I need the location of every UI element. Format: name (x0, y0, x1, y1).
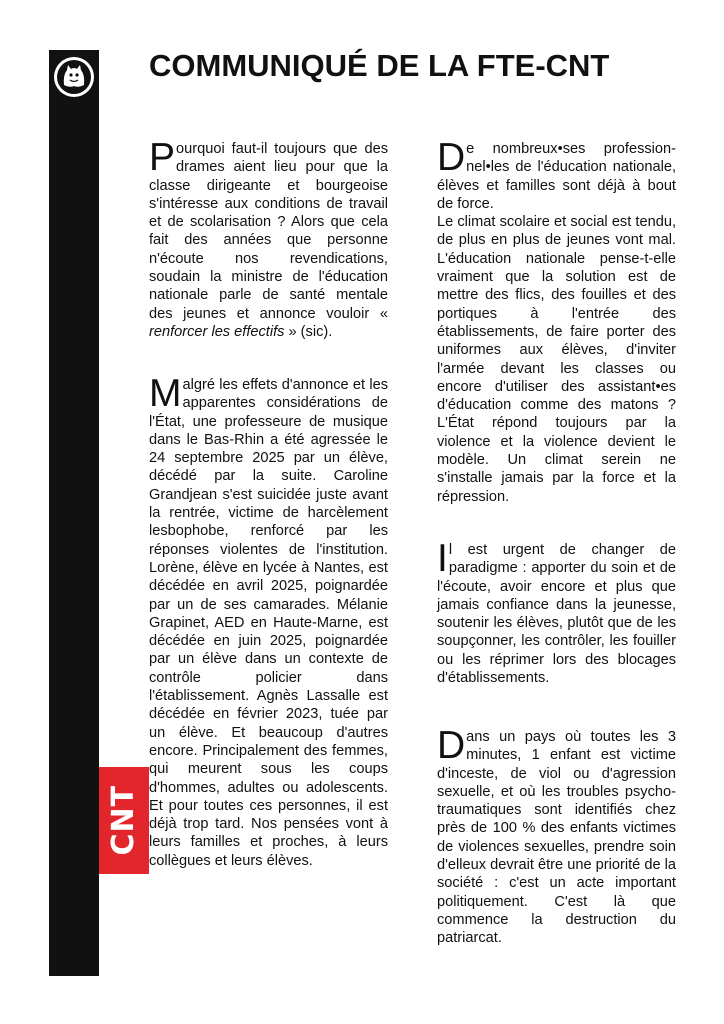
paragraph-text-end: » (sic). (284, 323, 333, 340)
banner-fte-label: FTE (106, 889, 141, 954)
dropcap: D (437, 724, 466, 767)
paragraph-climate-b: Le climat scolaire et social est tendu, de plus en plus de jeunes vont mal. L'éducation nationale pense-t-elle vraiment que la solution est de mettre des flics, des fouilles et des portiques à l'entrée des établissements, de faire porter des uniformes aux élèves, d'inviter l'armée devant les classes ou encore d'utiliser des assistant•es d'éducation comme des matons ? L'État répond toujours par la violence et la violence devient le modèle. Un climat serein ne s'installe jamais par la force et la répression. (437, 214, 676, 505)
paragraph-climate (437, 136, 676, 506)
dropcap: P (149, 136, 176, 179)
paragraph-text: algré les effets d'annonce et les apparentes considérations de l'État, une professeure de musique dans le Bas-Rhin a été agressée le 24 septembre 2025 par un élève, décédé par la suite. Caroline Grandjean s'est suicidée juste avant la rentrée, victime de harcèlement lesbophobe, renforcé par les réponses violentes de l'institution. Lorène, élève en lycée à Nantes, est décédée en avril 2025, poignardée par un de ses camarades. Mélanie Grapinet, AED en Haute-Marne, est décédée en juin 2025, poignardée par un élève dans un contexte de contrôle policier dans l'établissement. Agnès Lassalle est décédée en février 2023, tuée par un élève. Et beaucoup d'autres encore. Principalement des femmes, qui meurent sous les coups d'hommes, adultes ou adolescents. Et pour toutes ces personnes, il est déjà trop tard. Nos pensées vont à leurs familles et proches, à leurs collègues et leurs élèves. (149, 377, 388, 869)
dropcap: M (149, 372, 182, 415)
banner-rotated-text (99, 41, 149, 976)
paragraph-intro (149, 136, 388, 341)
banner-contact-line: Contact : fede-educ@cnt-f.org - plus d'infos sur fte.cnt-f.org (132, 413, 144, 753)
dropcap: I (437, 537, 448, 580)
paragraph-victims (149, 372, 388, 870)
paragraph-emphasis: renforcer les effectifs (149, 323, 285, 340)
paragraph-text: e nombreux•ses profession-nel•les de l'éducation nationale, élèves et familles sont déjà à bout de force. (437, 141, 676, 212)
side-banner (49, 41, 144, 976)
banner-text-block (103, 41, 145, 767)
paragraph-text: ourquoi faut-il toujours que des drames aient lieu pour que la classe dirigeante et bourgeoise s'intéresse aux conditions de travail et de scolarisation ? Alors que cela fait des années que personne n'écoute nos revendications, soudain la ministre de l'éducation nationale parle de santé mentale des jeunes et annonce vouloir « (149, 141, 388, 322)
paragraph-paradigm (437, 537, 676, 687)
paragraph-text: l est urgent de changer de paradigme : apporter du soin et de l'écoute, avoir encore et plus que jamais confiance dans la jeunesse, soutenir les élèves, plutôt que de les soupçonner, les contrôler, les fouiller ou les réprimer lors des blocages d'établissements. (437, 542, 676, 687)
paragraph-climate-a (437, 136, 676, 213)
cnt-black-cat-logo-icon (52, 55, 96, 99)
page-title: COMMUNIQUÉ DE LA FTE-CNT (149, 48, 610, 83)
dropcap: D (437, 136, 466, 179)
banner-federation-name: FÉDÉRATION DES TRAVAILLEUR·EUSES DE L'ÉDUCATION (104, 41, 130, 753)
banner-cnt-label: CNT (99, 767, 149, 874)
paragraph-text: ans un pays où toutes les 3 minutes, 1 enfant est victime d'inceste, de viol ou d'agression sexuelle, et où les troubles psycho-traumatiques sont identifiés chez près de 100 % des enfants victimes de violences sexuelles, prendre soin d'elleux devrait être une priorité de la société : c'est un acte important politiquement. C'est là que commence la destruction du patriarcat. (437, 729, 676, 947)
paragraph-incest (437, 724, 676, 948)
